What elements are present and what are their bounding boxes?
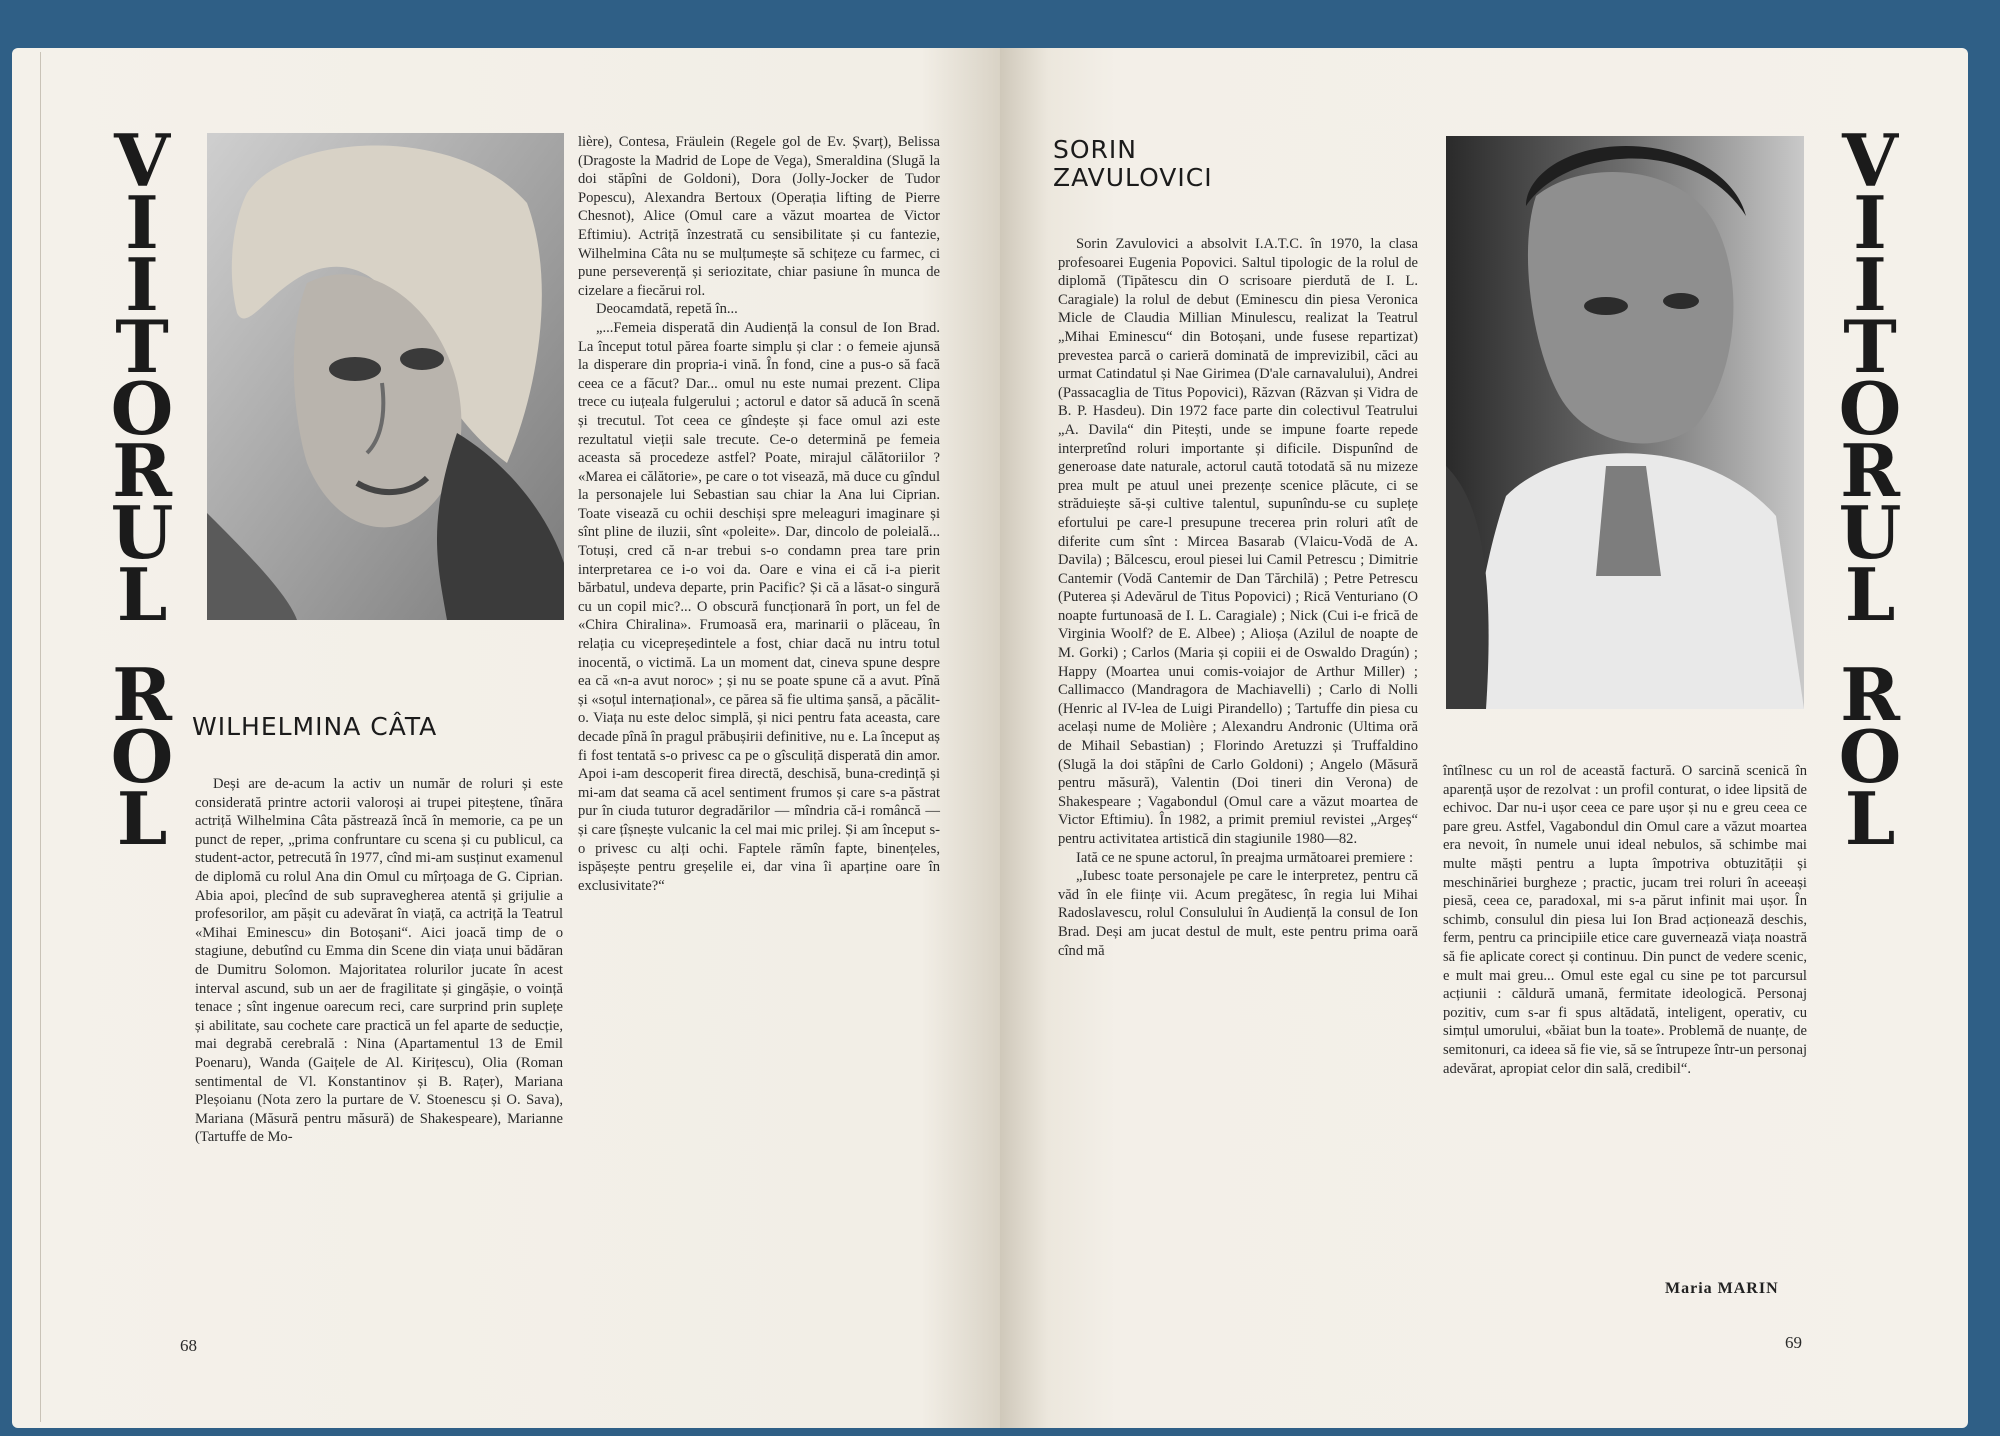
paragraph: lière), Contesa, Fräulein (Regele gol de Ev. Șvarț), Belissa (Dragoste la Madrid de Lope de Vega), Smeraldina (Slugă la doi stăpîni de Goldoni), Dora (Jolly-Jocker de Tudor Popescu), Alexandra Bertoux (Operația lifting de Pierre Chesnot), Alice (Omul care a văzut moartea de Victor Eftimiu). Actriță înzestrată cu sensibilitate și cu fantezie, Wilhelmina Câta nu se mulțumește să schițeze cu farmec, ci pune perseverență și seriozitate, chiar pasiune în munca de cizelare a fiecărui rol. [578,134,940,299]
page-number-right: 69 [1785,1333,1802,1352]
byline-sorin-zavulovici: SORIN ZAVULOVICI [1053,135,1213,192]
left-column-2 [578,133,940,895]
paragraph: Sorin Zavulovici a absolvit I.A.T.C. în 1970, la clasa profesoarei Eugenia Popovici. Saltul tipologic de la rolul de diplomă (Tipătescu din O scrisoare pierdută de I. L. Caragiale) la rolul de debut (Eminescu din piesa Veronica Micle de Claudia Millian Minulescu, realizat la Teatrul „Mihai Eminescu“ din Botoșani, unde fusese repartizat) prevestea parcă o carieră dominată de imprevizibil, căci au urmat Catindatul și Nae Girimea (D'ale carnavalului), Andrei (Passacaglia de Titus Popovici), Răzvan (Răzvan și Vidra de B. P. Hasdeu). Din 1972 face parte din colectivul Teatrului „A. Davila“ din Pitești, unde se impune foarte repede interpretînd roluri importante și dificile. Dispunînd de generoase date naturale, actorul caută totodată să nu mizeze prea mult pe atuul unei prezențe scenice plăcute, ci se străduiește să-și cultive talentul, supunîndu-se cu suplețe efortului pe care-l presupune trecerea prin roluri atît de diferite cum sînt : Mircea Basarab (Vlaicu-Vodă de A. Davila) ; Bălcescu, eroul piesei lui Camil Petrescu ; Dimitrie Cantemir (Vodă Cantemir de Dan Tărchilă) ; Petre Petrescu (Puterea și Adevărul de Titus Popovici) ; Rică Venturiano (O noapte furtunoasă de I. L. Caragiale) ; Nick (Cui i-e frică de Virginia Woolf? de E. Albee) ; Alioșa (Azilul de noapte de M. Gorki) ; Carlos (Maria și copiii ei de Oswaldo Dragún) ; Happy (Moartea unui comis-voiajor de Arthur Miller) ; Callimacco (Mandragora de Machiavelli) ; Carlo di Nolli (Henric al IV-lea de Luigi Pirandello) ; Tartuffe din piesa cu același nume de Molière ; Alexandru Andronic (Ultima oră de Mihail Sebastian) ; Florindo Aretuzzi și Truffaldino (Slugă la doi stăpîni de Carlo Goldoni) ; Angelo (Măsură pentru măsură), Valentin (Doi tineri din Verona) de Shakespeare ; Vagabondul (Omul care a văzut moartea de Victor Eftimiu). În 1982, a primit premiul revistei „Argeș“ pentru activitatea artistică din stagiunile 1980—82. [1058,236,1418,847]
portrait-photo-wilhelmina [207,133,564,620]
vertical-title-left: V I I T O R U L R O L [110,118,174,861]
paragraph: „...Femeia disperată din Audiență la consul de Ion Brad. La început totul părea foarte simplu și clar : o femeie ajunsă la disperare din propria-i vină. În fond, cine a pus-o să facă ceea ce a făcut? Dar... omul nu este numai prezent. Clipa trece cu iuțeala fulgerului ; actorul e dator să aducă în scenă și trecutul. Tot ceea ce gîndește și face omul azi este rezultatul vieții sale trecute. Ce-o determină pe femeia aceasta să procedeze astfel? Poate, mirajul călătoriilor ? «Marea ei călătorie», pe care o tot visează, mă duce cu gîndul la personajele lui Sebastian sau chiar la Ana lui Ciprian. Toate visează cu ochii deschiși spre meleaguri imaginare și sînt pline de iluzii, sînt «poleite». Dar, dincolo de poleială... Totuși, cred că n-ar trebui s-o condamn prea tare prin interpretarea ce i-o voi da. Oare e vina ei că i-a pierit bărbatul, undeva departe, prin Pacific? Și că a lăsat-o singură cu un copil mic?... O obscură funcționară în port, un fel de «Chira Chiralina». Frumoasă era, marinarii o plăceau, în relația cu vicepreședintele a fost, chiar dacă nu intru totul inocentă, o victimă. La un moment dat, cineva spune despre ea că «n-a avut noroc» ; și nu se poate spune că a avut. Pînă și «soțul internațional», ce părea să fie ultima șansă, a păcălit-o. Viața nu este deloc simplă, și nici pentru fata aceasta, care decade pînă în pragul prăbușirii definitive, nu e. La început aș fi fost tentată s-o privesc ca pe o gîsculiță disperată din amor. Apoi i-am descoperit firea directă, deschisă, buna-credință și mi-am dat seama că acel sentiment frumos și care s-a păstrat pur în ciuda tuturor degradărilor — mîndria că-i româncă — și care țîșnește vulcanic la cel mai mic prilej. Și am început s-o privesc cu alți ochi. Faptele rămîn fapte, binențeles, ispășește pentru greșelile ei, dar vina îi aparține oare în exclusivitate?“ [578,319,940,894]
paragraph: Deși are de-acum la activ un număr de roluri și este considerată printre actorii valoroși ai trupei piteștene, tînăra actriță Wilhelmina Câta păstrează încă în memorie, ca pe un punct de reper, „prima confruntare cu scena și cu publicul, ca student-actor, petrecută în 1977, cînd mi-am susținut examenul de diplomă cu rolul Ana din Omul cu mîrțoaga de G. Ciprian. Abia apoi, plecînd de sub supravegherea atentă și grijulie a profesorilor, am pășit cu adevărat în viață, ca actriță la Teatrul «Mihai Eminescu» din Botoșani“. Aici joacă timp de o stagiune, debutînd cu Emma din Scene din viața unui bădăran de Dumitru Solomon. Majoritatea rolurilor jucate în acest interval ascund, sub un aer de fragilitate și gingășie, o voință tenace ; sînt ingenue oarecum reci, care surprind prin suplețe și abilitate, sau cochete care practică un fel aparte de seducție, mai degrabă cerebrală : Nina (Apartamentul 13 de Emil Poenaru), Wanda (Gaițele de Al. Kirițescu), Olia (Roman sentimental de Vl. Konstantinov și B. Rațer), Mariana Pleșoianu (Nota zero la purtare de V. Stoenescu și O. Sava), Mariana (Măsură pentru măsură) de Shakespeare), Marianne (Tartuffe de Mo- [195,776,563,1146]
portrait-photo-sorin [1446,136,1804,709]
page-stack-edge [18,52,41,1422]
page-number-left: 68 [180,1336,197,1355]
byline-wilhelmina-cata: WILHELMINA CÂTA [192,712,438,741]
article-author: Maria MARIN [1665,1280,1779,1297]
paragraph: „Iubesc toate personajele pe care le interpretez, pentru că văd în ele ființe vii. Acum pregătesc, în regia lui Mihai Radoslavescu, rolul Consulului în Audiență la consul de Ion Brad. Deși am jucat destul de mult, este pentru prima oară cînd mă [1058,868,1418,959]
vertical-title-right: V I I T O R U L R O L [1838,118,1902,861]
right-column-1 [1058,235,1418,960]
paragraph: întîlnesc cu un rol de această factură. O sarcină scenică în aparență ușor de rezolvat : un profil conturat, o idee lipsită de echivoc. Dar nu-i ușor ceea ce pare ușor și nu e greu ceea ce pare greu. Astfel, Vagabondul din Omul care a văzut moartea era nevoit, în numele unui ideal nebulos, să schimbe mai multe măști pentru a lupta împotriva obtuzității și meschinăriei burgheze ; practic, jucam trei roluri în aceeași piesă, ceea ce, paradoxal, mi s-a părut infinit mai ușor. În schimb, consulul din piesa lui Ion Brad acționează deschis, ferm, pentru ca principiile etice care guvernează viața noastră să fie aplicate corect și continuu. Din punct de vedere scenic, e mult mai greu... Omul este egal cu sine pe tot parcursul acțiunii : căldură umană, fermitate ideologică. Personaj pozitiv, cum s-ar fi spus altădată, inteligent, operativ, cu simțul umorului, «băiat bun la toate». Problemă de nuanțe, de semitonuri, ca ideea să fie vie, să se întrupeze într-un personaj adevărat, apropiat celor din sală, credibil“. [1443,763,1807,1077]
paragraph: Deocamdată, repetă în... [596,301,738,318]
left-column-1 [195,775,563,1147]
right-column-2 [1443,762,1807,1078]
paragraph: Iată ce ne spune actorul, în preajma următoarei premiere : [1076,849,1414,866]
